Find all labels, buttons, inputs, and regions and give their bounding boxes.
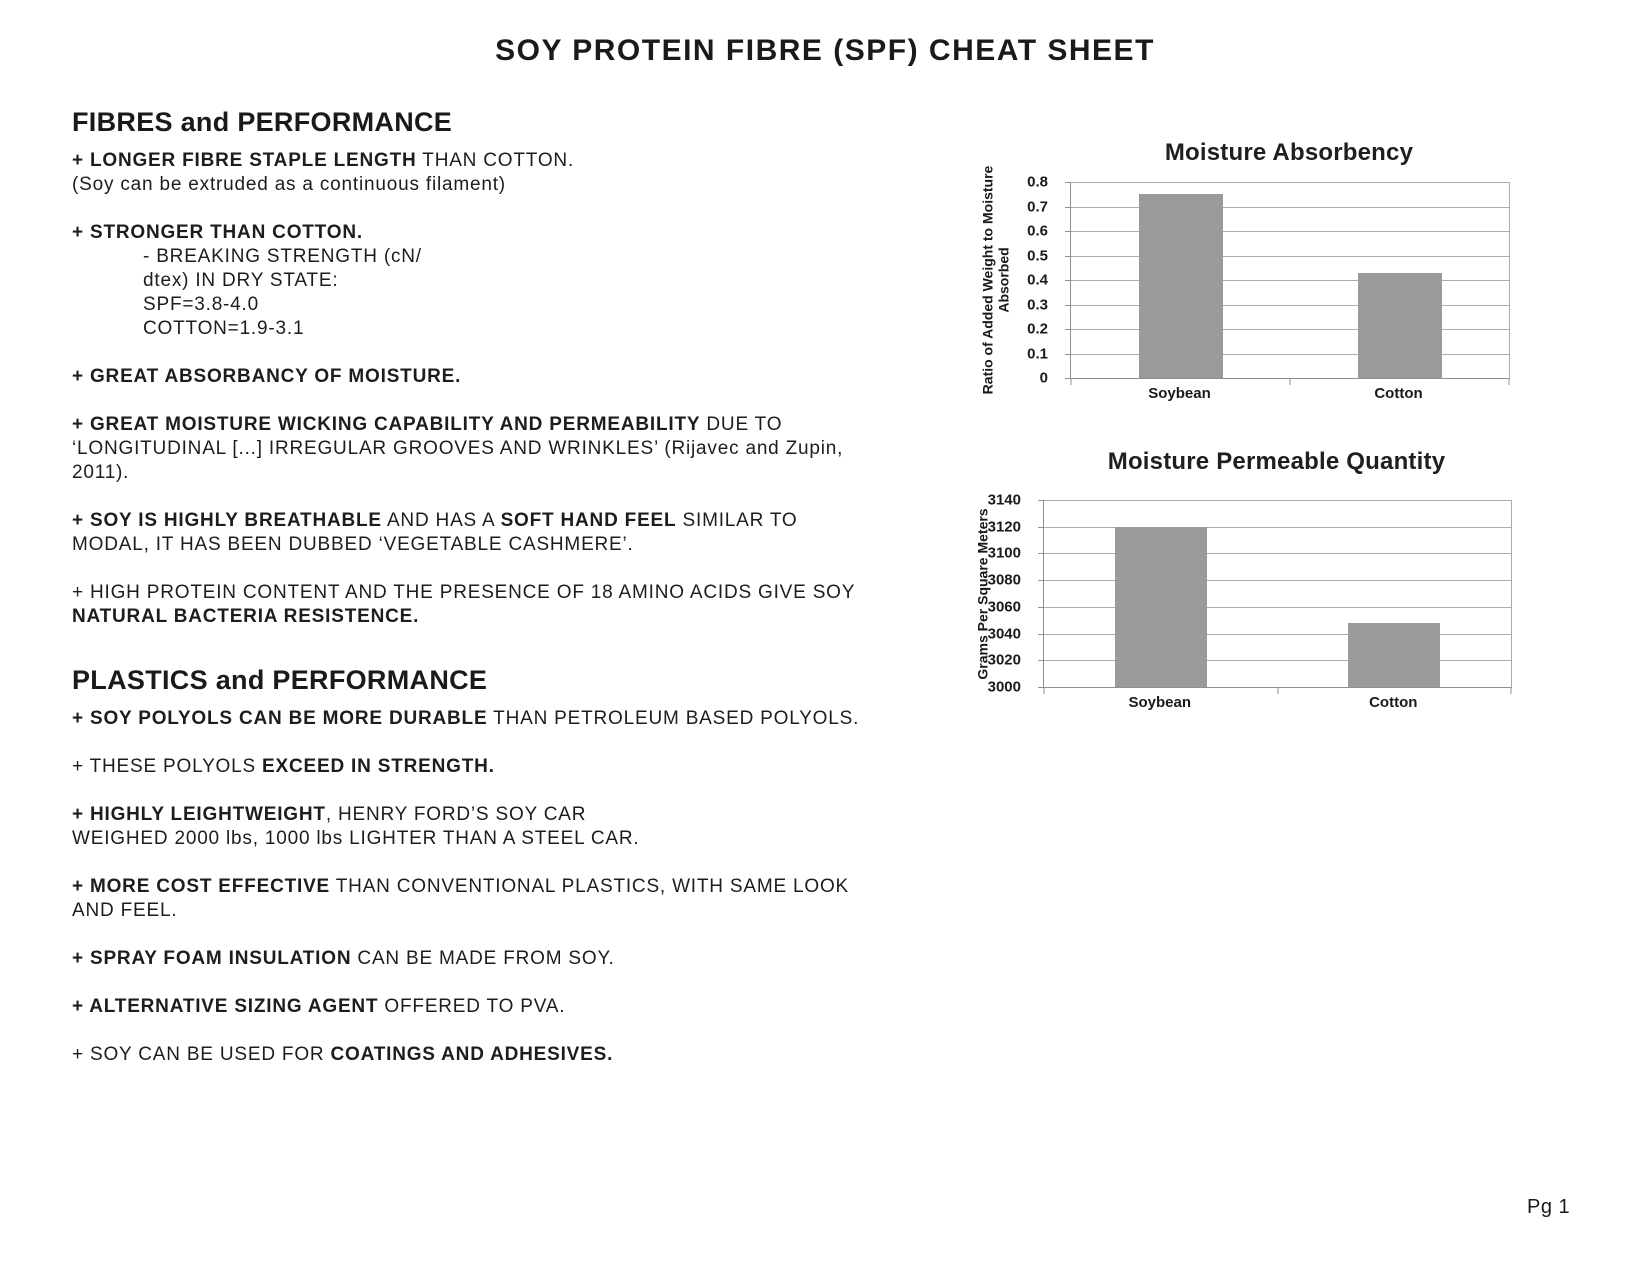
bold-text: + GREAT MOISTURE WICKING CAPABILITY AND PERMEABILITY — [72, 414, 701, 435]
y-tick-mark — [1065, 231, 1071, 232]
x-tick-mark — [1290, 378, 1291, 385]
text-line — [72, 365, 859, 389]
y-tick-label: 0 — [1039, 369, 1048, 387]
bold-text: SOFT HAND FEEL — [500, 510, 677, 531]
bold-text: + MORE COST EFFECTIVE — [72, 876, 331, 897]
text: dtex) IN DRY STATE: — [143, 270, 339, 291]
y-tick-label: 3060 — [987, 598, 1021, 616]
y-tick-label: 0.8 — [1027, 173, 1048, 191]
text: DUE TO — [700, 414, 783, 435]
gridline — [1071, 305, 1509, 306]
y-tick-label: 0.3 — [1027, 296, 1048, 313]
section-heading: PLASTICS and PERFORMANCE — [72, 665, 488, 695]
text-line — [72, 605, 859, 629]
chart-moisture-absorbency — [930, 138, 1528, 423]
y-tick-mark — [1038, 660, 1044, 661]
bold-text: + SPRAY FOAM INSULATION — [72, 948, 352, 969]
text: CAN BE MADE FROM SOY. — [351, 948, 615, 969]
x-tick-mark — [1071, 378, 1072, 385]
text-line — [72, 803, 859, 827]
paragraph — [72, 755, 859, 779]
content-column — [72, 107, 859, 1091]
text: THAN COTTON. — [416, 150, 575, 171]
bold-text: + ALTERNATIVE SIZING AGENT — [72, 996, 379, 1017]
text: OFFERED TO PVA. — [378, 996, 566, 1017]
text: SIMILAR TO — [676, 510, 798, 531]
gridline — [1071, 354, 1509, 355]
y-tick-labels — [930, 173, 1059, 387]
text-line — [72, 899, 859, 923]
text-line — [72, 581, 859, 605]
bold-text: NATURAL BACTERIA RESISTENCE. — [72, 606, 420, 627]
text-line — [72, 755, 859, 779]
text-line — [72, 173, 859, 197]
plot-area — [1043, 500, 1512, 688]
y-tick-mark — [1065, 280, 1071, 281]
y-tick-mark — [1065, 256, 1071, 257]
y-tick-label: 0.7 — [1027, 198, 1048, 215]
text-line — [72, 293, 859, 317]
y-tick-mark — [1038, 607, 1044, 608]
paragraph — [72, 995, 859, 1019]
y-tick-label: 0.2 — [1027, 320, 1048, 338]
y-axis-label-text: Grams Per Square Meters — [975, 507, 992, 680]
category-labels — [1043, 694, 1510, 711]
chart-moisture-permeable-quantity — [930, 447, 1530, 732]
text: AND FEEL. — [72, 900, 178, 921]
text: AND HAS A — [381, 510, 501, 531]
text-line — [72, 269, 859, 293]
text-line — [72, 995, 859, 1019]
text-line — [72, 413, 859, 437]
text-line — [72, 533, 859, 557]
gridline — [1071, 329, 1509, 330]
text: SPF=3.8-4.0 — [143, 294, 259, 315]
y-tick-label: 3080 — [987, 571, 1021, 589]
x-tick-mark — [1511, 687, 1512, 694]
category-label: Cotton — [1369, 694, 1418, 711]
gridline — [1071, 256, 1509, 257]
text: THAN PETROLEUM BASED POLYOLS. — [487, 708, 860, 729]
text-line — [72, 221, 859, 245]
bar-soybean — [1139, 194, 1223, 378]
y-tick-label: 3040 — [987, 625, 1021, 643]
y-tick-label: 3020 — [987, 651, 1021, 669]
text: + SOY CAN BE USED FOR — [72, 1044, 331, 1065]
section-heading: FIBRES and PERFORMANCE — [72, 107, 453, 137]
plot-area — [1070, 182, 1510, 379]
bold-text: COATINGS AND ADHESIVES. — [330, 1044, 614, 1065]
paragraph — [72, 1043, 859, 1067]
y-tick-mark — [1065, 207, 1071, 208]
text: 2011). — [72, 462, 130, 483]
bar-soybean — [1115, 527, 1207, 687]
paragraph — [72, 707, 859, 731]
bar-cotton — [1348, 623, 1440, 687]
paragraph — [72, 947, 859, 971]
text-line — [72, 947, 859, 971]
paragraph — [72, 365, 859, 389]
y-tick-mark — [1038, 580, 1044, 581]
y-tick-mark — [1065, 182, 1071, 183]
y-tick-mark — [1038, 634, 1044, 635]
text: WEIGHED 2000 lbs, 1000 lbs LIGHTER THAN A STEEL CAR. — [72, 828, 640, 849]
y-tick-label: 0.6 — [1027, 222, 1048, 240]
text: COTTON=1.9-3.1 — [143, 318, 305, 339]
gridline — [1044, 500, 1511, 501]
y-axis-label-text: Ratio of Added Weight to Moisture Absorbed — [979, 165, 1011, 395]
paragraph — [72, 509, 859, 557]
paragraph — [72, 149, 859, 197]
chart-title: Moisture Absorbency — [1164, 139, 1414, 166]
paragraph — [72, 581, 859, 629]
gridline — [1071, 280, 1509, 281]
y-tick-label: 3000 — [987, 678, 1021, 696]
text: - BREAKING STRENGTH (cN/ — [143, 246, 422, 267]
paragraph — [72, 875, 859, 923]
y-tick-mark — [1065, 354, 1071, 355]
text: (Soy can be extruded as a continuous filament) — [72, 174, 506, 195]
text-line — [72, 509, 859, 533]
y-tick-label: 3100 — [987, 544, 1021, 562]
y-tick-label: 0.5 — [1027, 247, 1048, 264]
text: THAN CONVENTIONAL PLASTICS, WITH SAME LOOK — [330, 876, 850, 897]
paragraph — [72, 803, 859, 851]
paragraph — [72, 413, 859, 485]
text-line — [72, 827, 859, 851]
y-tick-label: 3140 — [987, 491, 1021, 509]
text: MODAL, IT HAS BEEN DUBBED ‘VEGETABLE CASHMERE’. — [72, 534, 634, 555]
y-tick-mark — [1065, 305, 1071, 306]
text-line — [72, 875, 859, 899]
y-tick-mark — [1038, 553, 1044, 554]
category-label: Soybean — [1148, 385, 1211, 402]
text-line — [72, 245, 859, 269]
bold-text: + GREAT ABSORBANCY OF MOISTURE. — [72, 366, 462, 387]
x-tick-mark — [1277, 687, 1278, 694]
y-tick-mark — [1038, 500, 1044, 501]
text-line — [72, 317, 859, 341]
gridline — [1071, 207, 1509, 208]
bold-text: EXCEED IN STRENGTH. — [262, 756, 495, 777]
category-labels — [1070, 385, 1508, 402]
text-line — [72, 1043, 859, 1067]
text-line — [72, 437, 859, 461]
bold-text: + SOY POLYOLS CAN BE MORE DURABLE — [72, 708, 488, 729]
text: + HIGH PROTEIN CONTENT AND THE PRESENCE OF 18 AMINO ACIDS GIVE SOY — [72, 582, 856, 603]
x-tick-mark — [1509, 378, 1510, 385]
text: ‘LONGITUDINAL [...] IRREGULAR GROOVES AND WRINKLES’ (Rijavec and Zupin, — [72, 438, 844, 459]
text-line — [72, 149, 859, 173]
y-tick-labels — [930, 491, 1032, 696]
bold-text: + LONGER FIBRE STAPLE LENGTH — [72, 150, 417, 171]
category-label: Soybean — [1128, 694, 1192, 711]
bar-cotton — [1358, 273, 1442, 378]
text-line — [72, 707, 859, 731]
y-tick-mark — [1065, 329, 1071, 330]
y-tick-label: 0.1 — [1027, 345, 1048, 362]
y-tick-label: 0.4 — [1027, 271, 1048, 289]
chart-title: Moisture Permeable Quantity — [1107, 448, 1446, 475]
text-line — [72, 461, 859, 485]
page-number: Pg 1 — [1527, 1196, 1571, 1218]
category-label: Cotton — [1374, 385, 1423, 402]
bold-text: + HIGHLY LEIGHTWEIGHT — [72, 804, 326, 825]
gridline — [1071, 231, 1509, 232]
y-tick-label: 3120 — [987, 518, 1021, 536]
y-tick-mark — [1038, 527, 1044, 528]
page-title: SOY PROTEIN FIBRE (SPF) CHEAT SHEET — [495, 34, 1155, 67]
bold-text: + STRONGER THAN COTTON. — [72, 222, 363, 243]
paragraph — [72, 221, 859, 341]
text: , HENRY FORD’S SOY CAR — [325, 804, 587, 825]
gridline — [1071, 182, 1509, 183]
text: + THESE POLYOLS — [72, 756, 263, 777]
x-tick-mark — [1044, 687, 1045, 694]
bold-text: + SOY IS HIGHLY BREATHABLE — [72, 510, 382, 531]
